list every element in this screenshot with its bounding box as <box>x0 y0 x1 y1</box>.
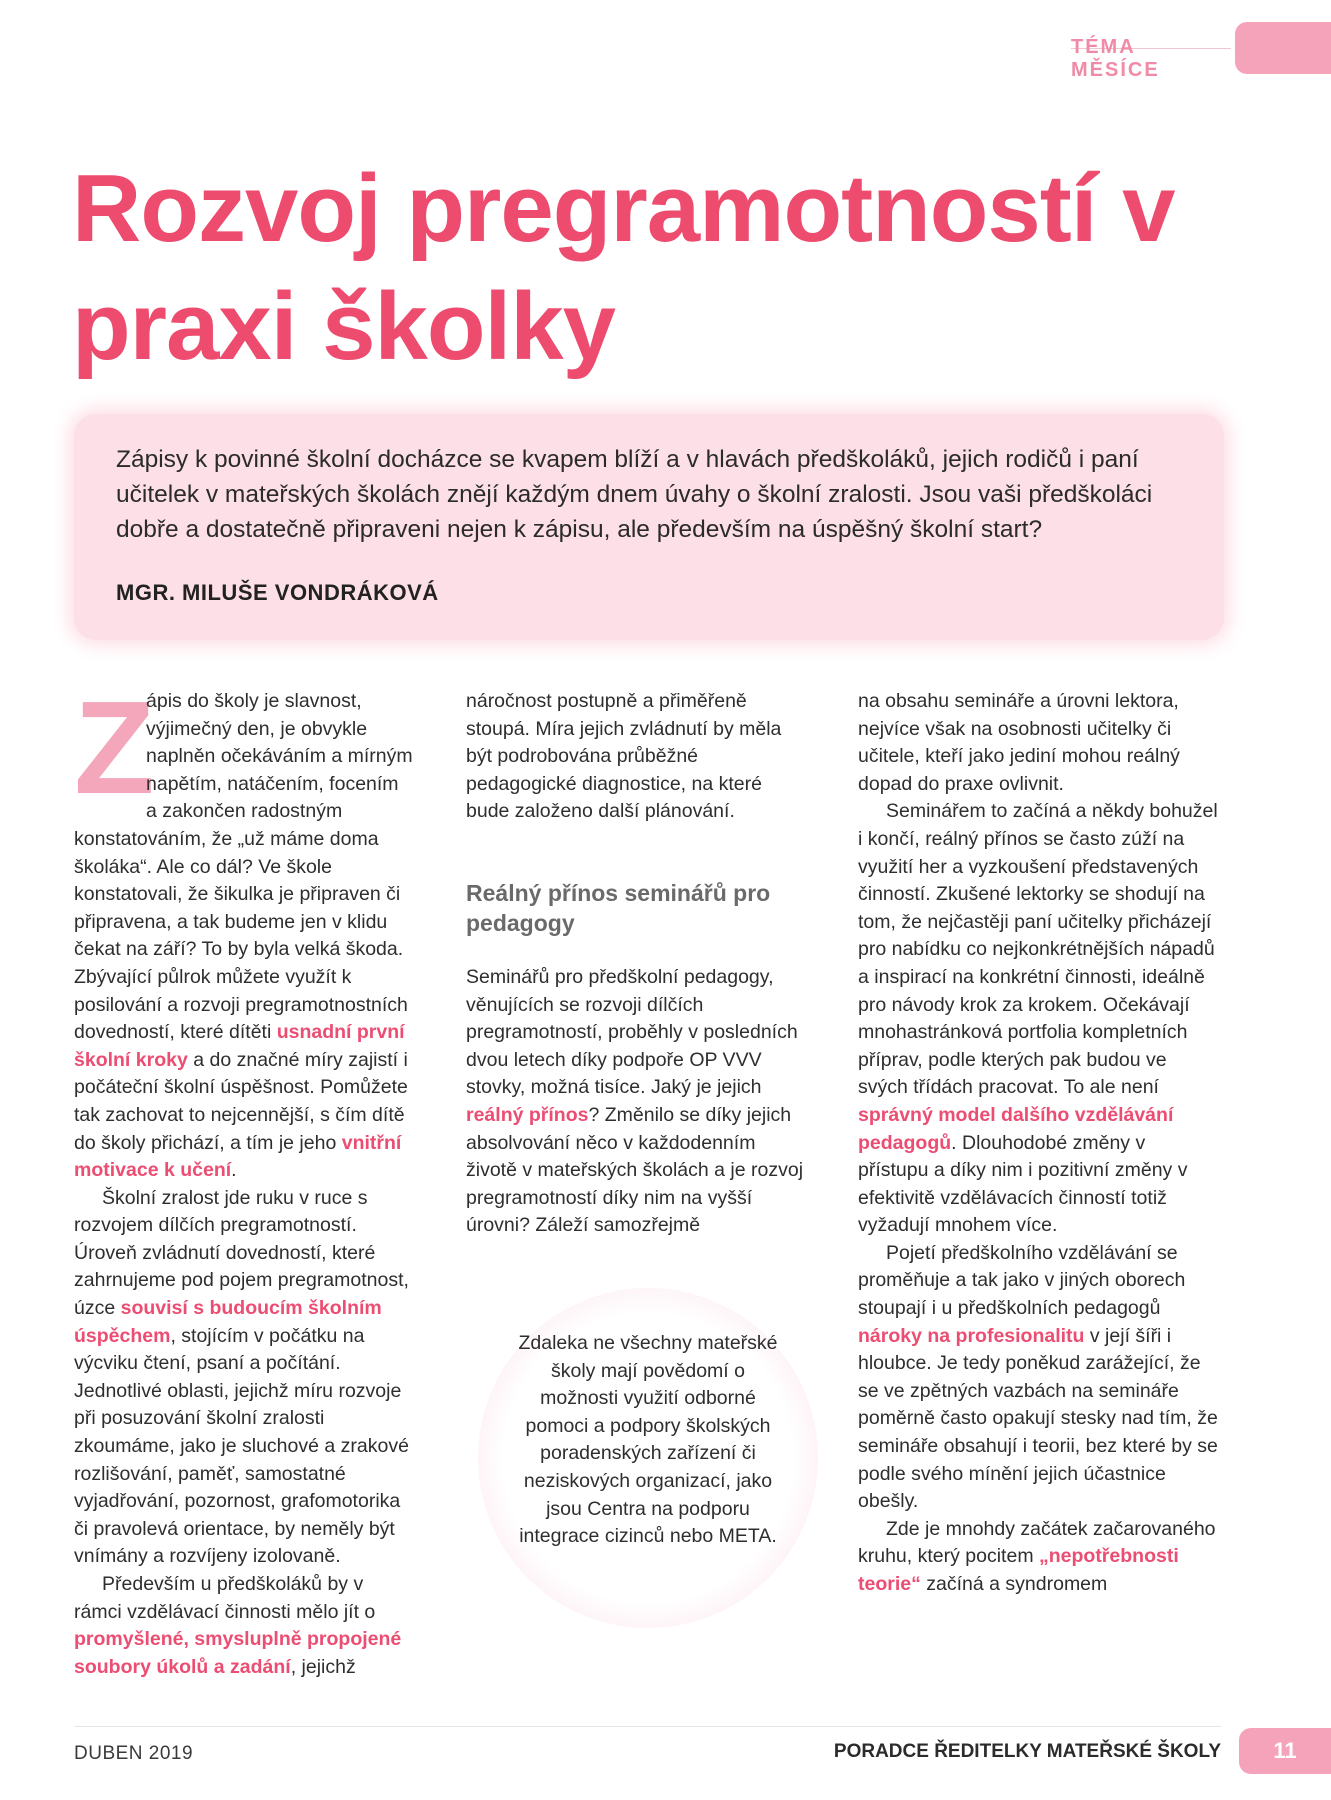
text-run: v její šíři i hloubce. Je tedy poněkud zarážející, že se ve zpětných vazbách na semináře poměrně často opakují stesky nad tím, že semináře obsahují i teorii, bez které by se podle svého mínění jejich účastnice obešly. <box>858 1324 1218 1513</box>
col3-paragraph-2 <box>858 798 1220 1240</box>
page-number: 11 <box>1239 1728 1331 1774</box>
text-run: , jejichž <box>290 1655 356 1678</box>
col1-paragraph-1 <box>74 674 414 1185</box>
col3-paragraph-4 <box>858 1516 1220 1599</box>
highlight-text: reálný přínos <box>466 1103 589 1126</box>
text-run: Seminářů pro předškolní pedagogy, věnujících se rozvoji dílčích pregramotností, proběhly v posledních dvou letech díky podpoře OP VVV stovky, možná tisíce. Jaký je jejich <box>466 965 798 1099</box>
highlight-text: souvisí s budoucím školním úspěchem <box>74 1297 382 1347</box>
text-run: Pojetí předškolního vzdělávání se proměňuje a tak jako v jiných oborech stoupají i u předškolních pedagogů <box>858 1241 1186 1320</box>
text-run: . <box>231 1159 237 1182</box>
text-run: Zde je mnohdy začátek začarovaného kruhu, který pocitem <box>858 1517 1216 1568</box>
highlight-text: „nepotřebnosti teorie“ <box>858 1545 1179 1595</box>
col2-paragraph-1: náročnost postupně a přiměřeně stoupá. Míra jejich zvládnutí by měla být podrobována průběžné pedagogické diagnostice, na které bude založeno další plánování. <box>466 690 782 823</box>
text-run: Především u předškoláků by v rámci vzdělávací činnosti mělo jít o <box>74 1573 376 1623</box>
col1-paragraph-2 <box>74 1185 414 1571</box>
text-run: ápis do školy je slavnost, výjimečný den, je obvykle naplněn očekáváním a mírným napětím, natáčením, focením a zakončen radostným konstatováním, že „už máme doma školáka“. Ale co dál? Ve škole konstatovali, že šikulka je připraven či připravena, a tak budeme jen v klidu čekat na září? To by byla velká škoda. Zbývající půlrok můžete využít k posilování a rozvoji pregramotnostních dovedností, které dítěti <box>74 690 413 1044</box>
text-run: Seminářem to začíná a někdy bohužel i končí, reálný přínos se často zúží na využití her a vyzkoušení představených činností. Zkušené lektorky se shodují na tom, že nejčastěji paní učitelky přicházejí pro nabídku co nejkonkrétnějších nápadů a inspirací na konkrétní činnosti, ideálně pro návody krok za krokem. Očekávají mnohastránková portfolia kompletních příprav, podle kterých pak budou ve svých třídách pracovat. To ale není <box>858 800 1218 1099</box>
callout-text: Zdaleka ne všechny mateřské školy mají povědomí o možnosti využití odborné pomoci a podpory školských poradenských zařízení či neziskových organizací, jako jsou Centra na podporu integrace cizinců nebo META. <box>518 1332 778 1548</box>
footer-rule <box>74 1726 1221 1727</box>
highlight-text: promyšlené, smysluplně propojené soubory úkolů a zadání <box>74 1628 402 1678</box>
col1-paragraph-3 <box>74 1571 414 1681</box>
text-run: a do značné míry zajistí i počáteční školní úspěšnost. Pomůžete tak zachovat to nejcennější, s čím dítě do školy přichází, a tím je jeho <box>74 1048 408 1154</box>
text-run: začíná a syndromem <box>920 1573 1108 1595</box>
magazine-name: PORADCE ŘEDITELKY MATEŘSKÉ ŠKOLY <box>833 1741 1221 1762</box>
column-3 <box>858 688 1220 1599</box>
issue-date: DUBEN 2019 <box>74 1743 194 1764</box>
col3-paragraph-3 <box>858 1240 1220 1516</box>
article-author: MGR. MILUŠE VONDRÁKOVÁ <box>116 580 439 605</box>
highlight-text: vnitřní motivace k učení <box>74 1131 402 1182</box>
highlight-text: nároky na profesionalitu <box>858 1324 1085 1347</box>
section-label: TÉMA MĚSÍCE <box>1071 36 1160 81</box>
section-tag <box>1071 22 1331 81</box>
drop-cap: Z <box>74 674 155 821</box>
section-tab-marker <box>1235 22 1331 74</box>
text-run: ? Změnilo se díky jejich absolvování něco v každodenním životě v mateřských školách a je rozvoj pregramotností díky nim na vyšší úrovni? Záleží samozřejmě <box>466 1103 804 1237</box>
text-run: . Dlouhodobé změny v přístupu a díky nim i pozitivní změny v efektivitě vzdělávacích činností totiž vyžadují mnohem více. <box>858 1131 1188 1237</box>
col2-paragraph-2 <box>466 964 804 1240</box>
col3-paragraph-1: na obsahu semináře a úrovni lektora, nejvíce však na osobnosti učitelky či učitele, kteří jako jediní mohou reálný dopad do praxe ovlivnit. <box>858 690 1180 795</box>
column-1 <box>74 674 414 1681</box>
text-run: Školní zralost jde ruku v ruce s rozvojem dílčích pregramotností. Úroveň zvládnutí dovedností, které zahrnujeme pod pojem pregramotnost, úzce <box>74 1186 409 1320</box>
article-lead: Zápisy k povinné školní docházce se kvapem blíží a v hlavách předškoláků, jejich rodičů i paní učitelek v mateřských školách znějí každým dnem úvahy o školní zralosti. Jsou vaši předškoláci dobře a dostatečně připraveni nejen k zápisu, ale především na úspěšný školní start? <box>116 446 1153 543</box>
article-title: Rozvoj pregramotností v praxi školky <box>72 155 1175 380</box>
subheading: Reálný přínos seminářů pro pedagogy <box>466 879 771 936</box>
highlight-text: správný model dalšího vzdělávání pedagogů <box>858 1103 1174 1154</box>
text-run: , stojícím v počátku na výcviku čtení, psaní a počítání. Jednotlivé oblasti, jejichž míru rozvoje při posuzování školní zralosti zkoumáme, jako je sluchové a zrakové rozlišování, paměť, samostatné vyjadřování, pozornost, grafomotorika či pravolevá orientace, by neměly být vnímány a rozvíjeny izolovaně. <box>74 1324 409 1568</box>
highlight-text: usnadní první školní kroky <box>74 1021 405 1071</box>
column-2 <box>466 688 804 1240</box>
